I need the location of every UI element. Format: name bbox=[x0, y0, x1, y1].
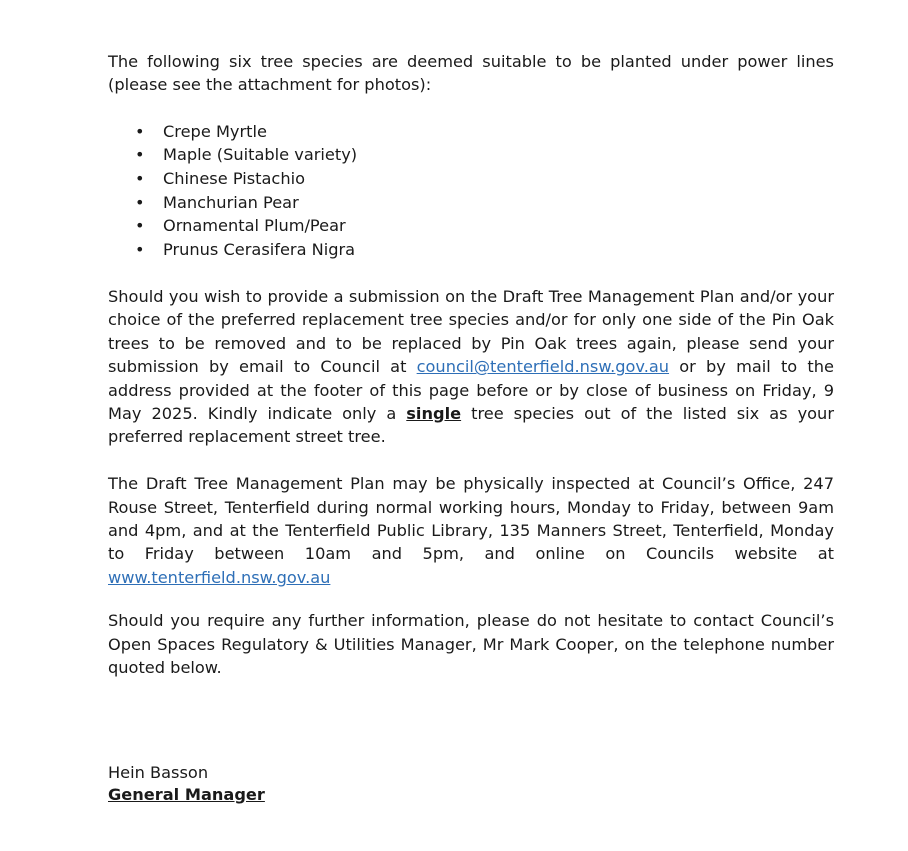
species-name: Crepe Myrtle bbox=[163, 121, 267, 141]
intro-paragraph: The following six tree species are deemed suitable to be planted under power lines (please see the attachment for photos): bbox=[108, 52, 834, 95]
single-emphasis: single bbox=[406, 403, 462, 423]
bullet-icon: • bbox=[135, 192, 145, 212]
submission-text: Should you wish to provide a submission on the Draft Tree Management Plan and/or your choice of the preferred replacement tree species and/or for only one side of the Pin Oak trees to be removed and to be replaced by Pin Oak trees again, please send your submission by email to Council at bbox=[108, 286, 834, 377]
species-name: Maple (Suitable variety) bbox=[163, 145, 358, 165]
bullet-icon: • bbox=[135, 121, 145, 141]
list-item bbox=[108, 214, 834, 238]
species-list bbox=[108, 120, 834, 262]
letter-body bbox=[108, 50, 834, 679]
bullet-icon: • bbox=[135, 239, 145, 259]
species-name: Prunus Cerasifera Nigra bbox=[163, 239, 356, 259]
bullet-icon: • bbox=[135, 145, 145, 165]
species-name: Manchurian Pear bbox=[163, 192, 299, 212]
email-link[interactable]: council@tenterfield.nsw.gov.au bbox=[416, 357, 670, 377]
submission-paragraph bbox=[108, 285, 834, 449]
website-link[interactable]: www.tenterfield.nsw.gov.au bbox=[108, 567, 331, 587]
inspection-text: The Draft Tree Management Plan may be physically inspected at Council’s Office, 247 Rouse Street, Tenterfield during normal working hours, Monday to Friday, between 9am and 4pm, and at the Tenterfield Public Library, 135 Manners Street, Tenterfield, Monday to Friday between 10am and 5pm, and online on Councils website at bbox=[108, 474, 834, 564]
species-name: Chinese Pistachio bbox=[163, 169, 305, 188]
bullet-icon: • bbox=[135, 169, 145, 188]
bullet-icon: • bbox=[135, 216, 145, 236]
signatory-title: General Manager bbox=[108, 784, 265, 804]
inspection-paragraph bbox=[108, 472, 834, 589]
signature-block bbox=[108, 762, 265, 805]
list-item bbox=[108, 238, 834, 262]
signatory-name: Hein Basson bbox=[108, 763, 209, 782]
further-info-paragraph: Should you require any further information, please do not hesitate to contact Council’s Open Spaces Regulatory & Utilities Manager, Mr Mark Cooper, on the telephone number quoted below. bbox=[108, 611, 834, 678]
list-item bbox=[108, 167, 834, 191]
list-item bbox=[108, 143, 834, 167]
submission-text: or by mail to the address provided at the footer of this page before or by close of business on Friday, 9 May 2025. Kindly indicate only a bbox=[108, 357, 834, 423]
list-item bbox=[108, 120, 834, 144]
list-item bbox=[108, 191, 834, 215]
species-name: Ornamental Plum/Pear bbox=[163, 216, 346, 236]
submission-text: tree species out of the listed six as your preferred replacement street tree. bbox=[108, 403, 834, 447]
